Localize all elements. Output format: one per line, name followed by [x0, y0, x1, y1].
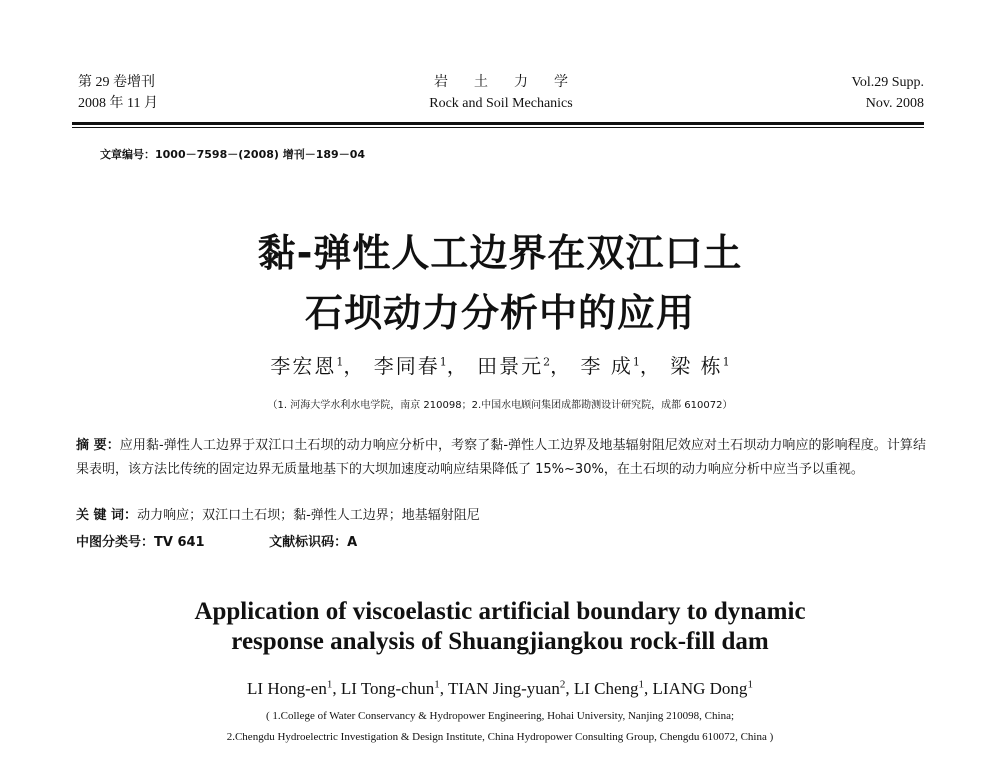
- author-en: LIANG Dong$^1$: [652, 678, 753, 698]
- header-rule-thick: [72, 122, 924, 125]
- doc-code-label: 文献标识码：: [269, 535, 348, 550]
- volume-issue-en: Vol.29 Supp.: [851, 75, 924, 90]
- authors-cn: [0, 350, 1000, 379]
- author-cn: 李宏恩$^1$，: [270, 354, 366, 378]
- author-en: LI Cheng$^1$,: [573, 678, 653, 698]
- abstract-label: 摘 要：: [76, 438, 120, 453]
- journal-name: [78, 72, 924, 114]
- date-cn: 2008 年 11 月: [78, 96, 158, 111]
- keywords-label: 关 键 词：: [76, 508, 138, 523]
- clc-label: 中图分类号：: [76, 535, 155, 550]
- affiliations-en-line1: ( 1.College of Water Conservancy & Hydropower Engineering, Hohai University, Nanjing 210098, China;: [265, 710, 735, 722]
- keywords-text: 动力响应；双江口土石坝；黏-弹性人工边界；地基辐射阻尼: [137, 508, 480, 523]
- author-cn: 李同春$^1$，: [373, 354, 469, 378]
- affiliations-cn: （1. 河海大学水利水电学院，南京 210098；2.中国水电顾问集团成都勘测设计研究院，成都 610072）: [267, 400, 733, 411]
- title-cn-line1: 黏-弹性人工边界在双江口土: [257, 231, 743, 275]
- author-cn: 梁 栋$^1$: [670, 354, 730, 378]
- keywords: [76, 504, 926, 523]
- journal-name-cn: 岩土力学: [434, 75, 594, 90]
- volume-issue-cn: 第 29 卷增刊: [78, 75, 155, 90]
- journal-name-en: Rock and Soil Mechanics: [429, 96, 573, 111]
- journal-header: [78, 72, 924, 116]
- title-cn-line2: 石坝动力分析中的应用: [304, 291, 695, 335]
- title-en-line1: Application of viscoelastic artificial boundary to dynamic: [194, 598, 806, 625]
- authors-en: [0, 678, 1000, 699]
- date-en: Nov. 2008: [865, 96, 924, 111]
- volume-info-en: [852, 72, 924, 114]
- doc-code-value: A: [347, 535, 358, 550]
- author-cn: 田景元$^2$，: [477, 354, 573, 378]
- header-rule-thin: [72, 127, 924, 128]
- author-en: LI Hong-$en^1$,: [247, 678, 341, 698]
- affiliations-en-line2: 2.Chengdu Hydroelectric Investigation & Design Institute, China Hydropower Consulting Group, Chengdu 610072, China ): [226, 731, 774, 743]
- author-en: LI Tong-chun$^1$,: [340, 678, 448, 698]
- title-en-line2: response analysis of Shuangjiangkou rock-fill dam: [231, 628, 769, 655]
- classification-row: [76, 531, 357, 550]
- author-cn: 李 成$^1$，: [580, 354, 662, 378]
- abstract-text: 应用黏-弹性人工边界于双江口土石坝的动力响应分析中，考察了黏-弹性人工边界及地基辐射阻尼效应对土石坝动力响应的影响程度。计算结果表明，该方法比传统的固定边界无质量地基下的大坝加速度动响应结果降低了 15%~30%，在土石坝的动力响应分析中应当予以重视。: [76, 438, 926, 477]
- article-number: 文章编号：1000－7598－(2008) 增刊－189－04: [100, 148, 365, 161]
- author-en: TIAN Jing-yuan$^2$,: [447, 678, 574, 698]
- clc-value: TV 641: [154, 535, 205, 550]
- abstract: [76, 434, 926, 482]
